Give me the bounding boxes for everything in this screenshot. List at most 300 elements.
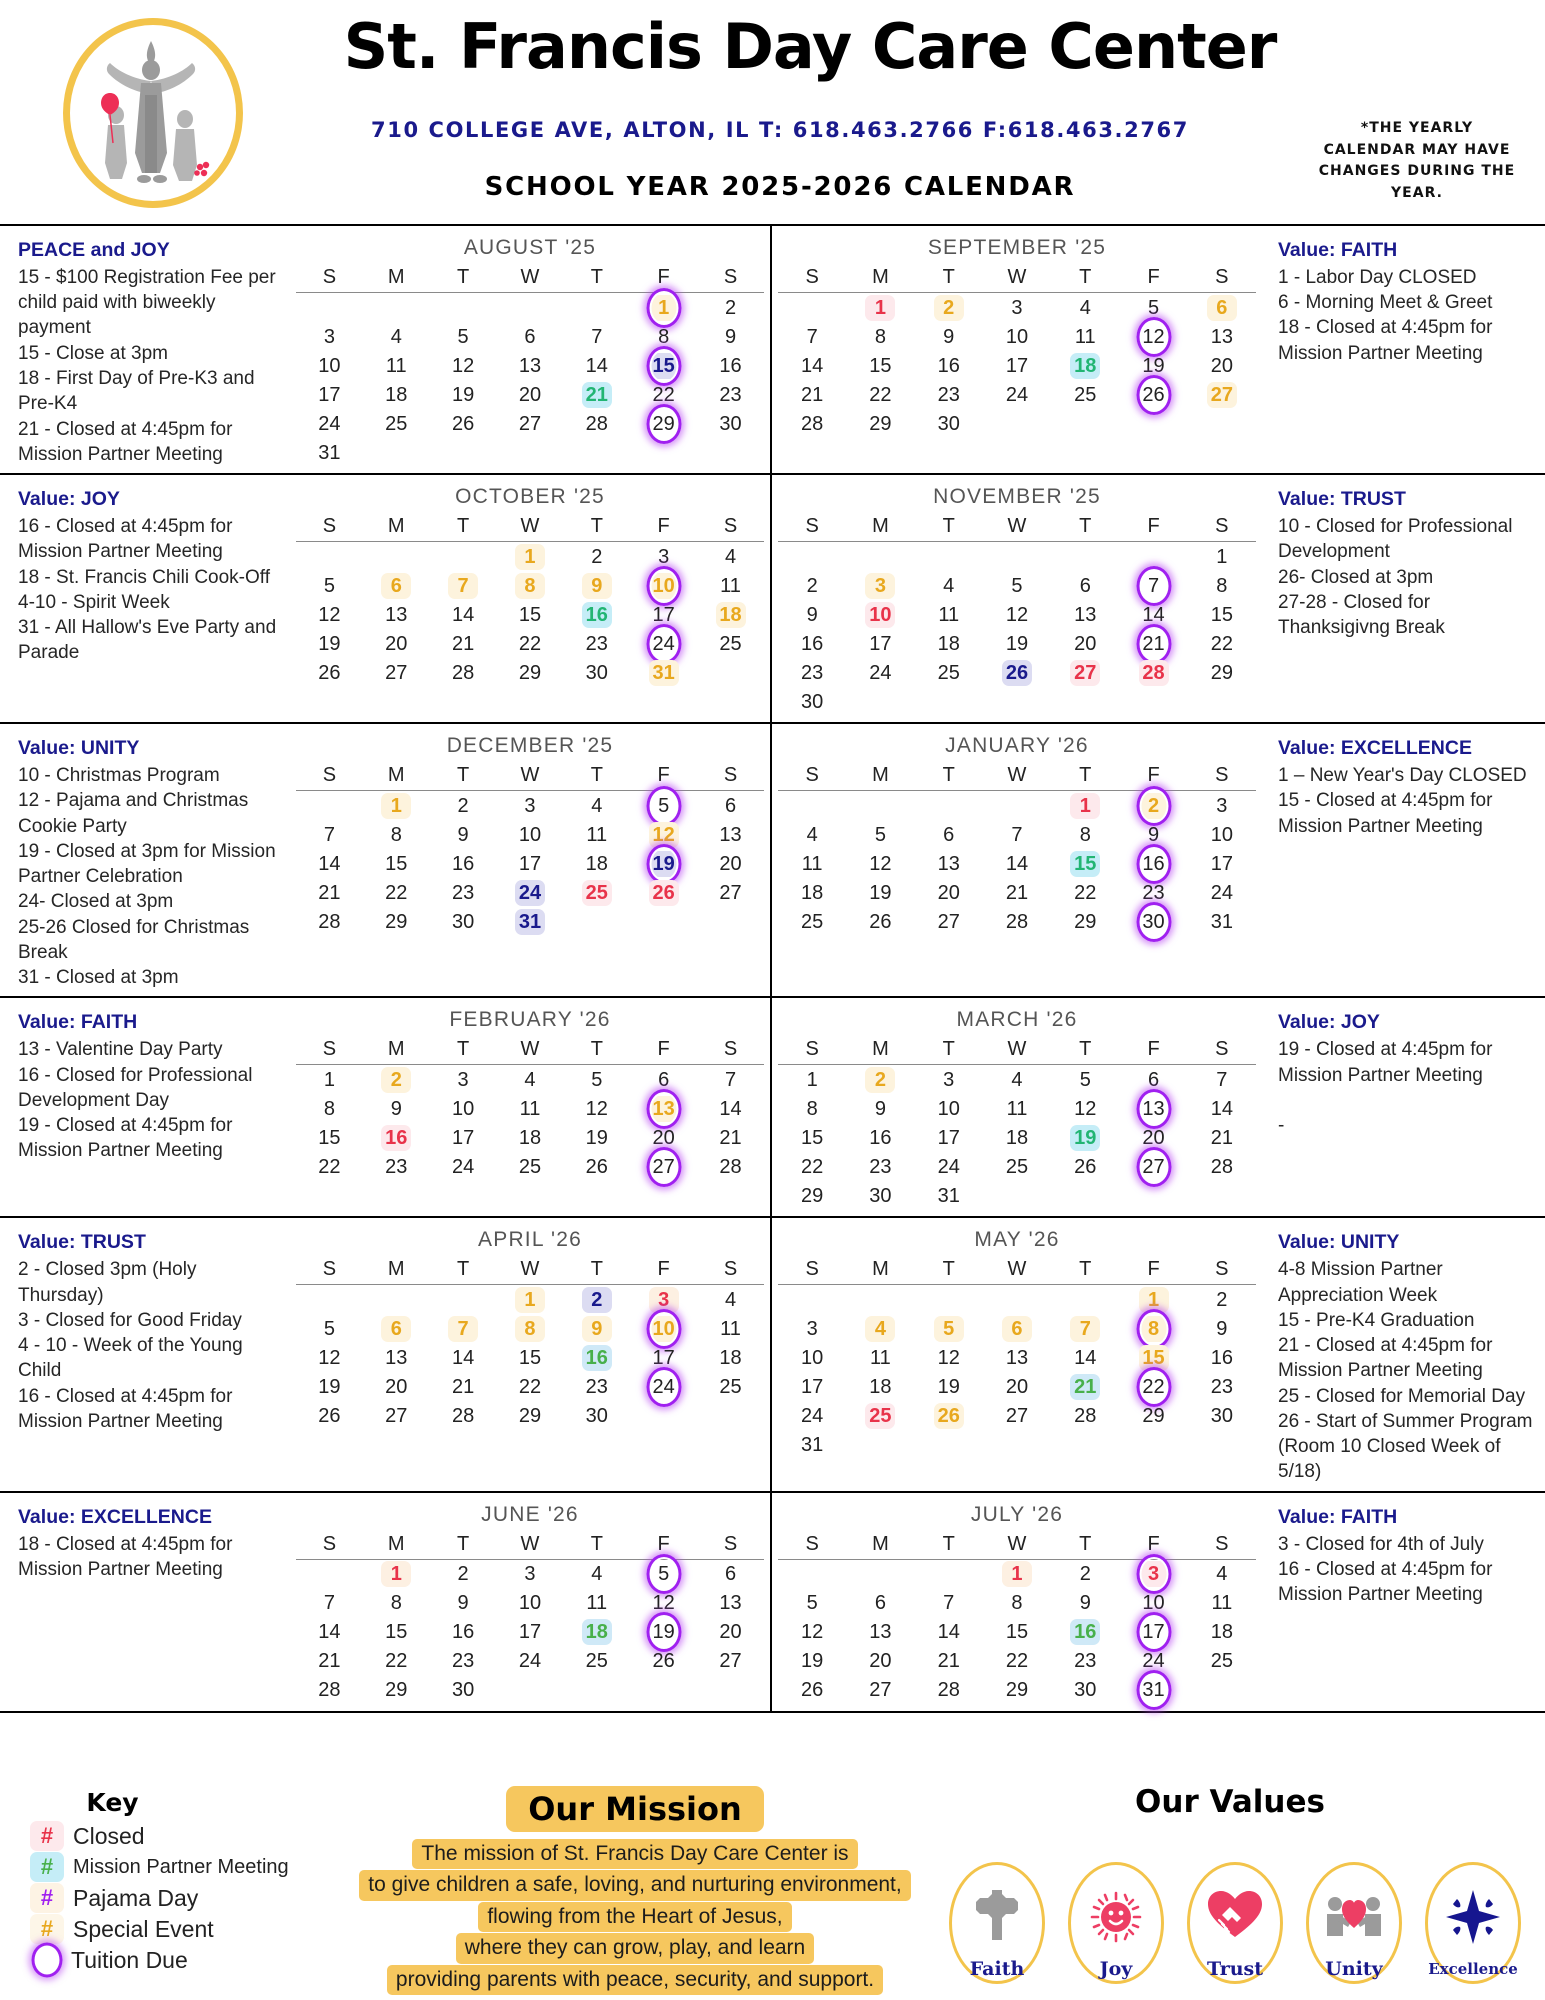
day-cell[interactable]: [1051, 1401, 1119, 1430]
day-cell[interactable]: [983, 1065, 1051, 1095]
day-cell[interactable]: [563, 1094, 630, 1123]
day-cell[interactable]: [563, 1123, 630, 1152]
day-cell[interactable]: [497, 1618, 564, 1647]
day-cell[interactable]: [1188, 849, 1256, 878]
day-cell[interactable]: [296, 820, 363, 849]
day-cell[interactable]: [846, 293, 914, 323]
day-cell[interactable]: [915, 1647, 983, 1676]
day-cell[interactable]: [1188, 380, 1256, 409]
day-cell[interactable]: [778, 1314, 846, 1343]
day-cell[interactable]: [778, 1430, 846, 1459]
day-cell[interactable]: [430, 322, 497, 351]
day-cell[interactable]: [846, 1589, 914, 1618]
day-cell[interactable]: [915, 1676, 983, 1705]
day-cell[interactable]: [778, 1065, 846, 1095]
day-cell[interactable]: [563, 849, 630, 878]
day-cell[interactable]: [915, 409, 983, 438]
day-cell[interactable]: [296, 1314, 363, 1343]
day-cell[interactable]: [430, 1314, 497, 1343]
day-cell[interactable]: [296, 658, 363, 687]
day-cell[interactable]: [846, 1343, 914, 1372]
day-cell[interactable]: [563, 878, 630, 907]
day-cell[interactable]: [915, 1343, 983, 1372]
day-cell[interactable]: [697, 380, 764, 409]
day-cell[interactable]: [697, 1094, 764, 1123]
day-cell[interactable]: [630, 820, 697, 849]
day-cell[interactable]: [697, 1647, 764, 1676]
day-cell[interactable]: [778, 820, 846, 849]
day-cell[interactable]: [983, 878, 1051, 907]
day-cell[interactable]: [563, 1343, 630, 1372]
day-cell[interactable]: [497, 907, 564, 936]
day-cell[interactable]: [915, 293, 983, 323]
day-cell[interactable]: [630, 1559, 697, 1589]
day-cell[interactable]: [697, 1285, 764, 1315]
day-cell[interactable]: [983, 1618, 1051, 1647]
day-cell[interactable]: [915, 849, 983, 878]
day-cell[interactable]: [915, 1372, 983, 1401]
day-cell[interactable]: [983, 1676, 1051, 1705]
day-cell[interactable]: [1051, 878, 1119, 907]
day-cell[interactable]: [1188, 1647, 1256, 1676]
day-cell[interactable]: [1051, 907, 1119, 936]
day-cell[interactable]: [1119, 1314, 1187, 1343]
day-cell[interactable]: [983, 1314, 1051, 1343]
day-cell[interactable]: [296, 1123, 363, 1152]
day-cell[interactable]: [1119, 878, 1187, 907]
day-cell[interactable]: [1188, 820, 1256, 849]
day-cell[interactable]: [1119, 820, 1187, 849]
day-cell[interactable]: [430, 1647, 497, 1676]
day-cell[interactable]: [497, 1123, 564, 1152]
day-cell[interactable]: [697, 849, 764, 878]
day-cell[interactable]: [1119, 293, 1187, 323]
day-cell[interactable]: [430, 629, 497, 658]
day-cell[interactable]: [915, 571, 983, 600]
day-cell[interactable]: [630, 1123, 697, 1152]
day-cell[interactable]: [296, 1065, 363, 1095]
day-cell[interactable]: [1051, 658, 1119, 687]
day-cell[interactable]: [1119, 380, 1187, 409]
day-cell[interactable]: [363, 571, 430, 600]
day-cell[interactable]: [630, 849, 697, 878]
day-cell[interactable]: [363, 351, 430, 380]
day-cell[interactable]: [697, 1152, 764, 1181]
day-cell[interactable]: [363, 907, 430, 936]
day-cell[interactable]: [630, 600, 697, 629]
day-cell[interactable]: [497, 1152, 564, 1181]
day-cell[interactable]: [430, 907, 497, 936]
day-cell[interactable]: [363, 849, 430, 878]
day-cell[interactable]: [983, 1559, 1051, 1589]
day-cell[interactable]: [296, 351, 363, 380]
day-cell[interactable]: [363, 1343, 430, 1372]
day-cell[interactable]: [983, 1152, 1051, 1181]
day-cell[interactable]: [846, 600, 914, 629]
day-cell[interactable]: [563, 1559, 630, 1589]
day-cell[interactable]: [1119, 1618, 1187, 1647]
day-cell[interactable]: [630, 542, 697, 572]
day-cell[interactable]: [296, 322, 363, 351]
day-cell[interactable]: [1188, 1094, 1256, 1123]
day-cell[interactable]: [497, 629, 564, 658]
day-cell[interactable]: [497, 878, 564, 907]
day-cell[interactable]: [1119, 629, 1187, 658]
day-cell[interactable]: [563, 658, 630, 687]
day-cell[interactable]: [1188, 629, 1256, 658]
day-cell[interactable]: [296, 629, 363, 658]
day-cell[interactable]: [778, 878, 846, 907]
day-cell[interactable]: [1119, 600, 1187, 629]
day-cell[interactable]: [497, 409, 564, 438]
day-cell[interactable]: [915, 658, 983, 687]
day-cell[interactable]: [846, 878, 914, 907]
day-cell[interactable]: [697, 629, 764, 658]
day-cell[interactable]: [1188, 293, 1256, 323]
day-cell[interactable]: [363, 1401, 430, 1430]
day-cell[interactable]: [778, 409, 846, 438]
day-cell[interactable]: [430, 571, 497, 600]
day-cell[interactable]: [363, 791, 430, 821]
day-cell[interactable]: [497, 791, 564, 821]
day-cell[interactable]: [296, 878, 363, 907]
day-cell[interactable]: [846, 571, 914, 600]
day-cell[interactable]: [846, 1647, 914, 1676]
day-cell[interactable]: [430, 1123, 497, 1152]
day-cell[interactable]: [563, 1152, 630, 1181]
day-cell[interactable]: [630, 1372, 697, 1401]
day-cell[interactable]: [1119, 1152, 1187, 1181]
day-cell[interactable]: [1119, 322, 1187, 351]
day-cell[interactable]: [778, 1123, 846, 1152]
day-cell[interactable]: [915, 1314, 983, 1343]
day-cell[interactable]: [296, 380, 363, 409]
day-cell[interactable]: [1188, 1372, 1256, 1401]
day-cell[interactable]: [630, 1647, 697, 1676]
day-cell[interactable]: [778, 1094, 846, 1123]
day-cell[interactable]: [1119, 1094, 1187, 1123]
day-cell[interactable]: [697, 1314, 764, 1343]
day-cell[interactable]: [697, 1618, 764, 1647]
day-cell[interactable]: [630, 1343, 697, 1372]
day-cell[interactable]: [1119, 1065, 1187, 1095]
day-cell[interactable]: [430, 1065, 497, 1095]
day-cell[interactable]: [497, 1343, 564, 1372]
day-cell[interactable]: [697, 1559, 764, 1589]
day-cell[interactable]: [296, 1401, 363, 1430]
day-cell[interactable]: [497, 1094, 564, 1123]
day-cell[interactable]: [983, 820, 1051, 849]
day-cell[interactable]: [296, 1647, 363, 1676]
day-cell[interactable]: [563, 1285, 630, 1315]
day-cell[interactable]: [983, 322, 1051, 351]
day-cell[interactable]: [430, 1401, 497, 1430]
day-cell[interactable]: [697, 293, 764, 323]
day-cell[interactable]: [1051, 1094, 1119, 1123]
day-cell[interactable]: [430, 878, 497, 907]
day-cell[interactable]: [563, 571, 630, 600]
day-cell[interactable]: [915, 1589, 983, 1618]
day-cell[interactable]: [497, 1589, 564, 1618]
day-cell[interactable]: [563, 629, 630, 658]
day-cell[interactable]: [915, 1065, 983, 1095]
day-cell[interactable]: [363, 1314, 430, 1343]
day-cell[interactable]: [1188, 1559, 1256, 1589]
day-cell[interactable]: [915, 380, 983, 409]
day-cell[interactable]: [430, 600, 497, 629]
day-cell[interactable]: [1119, 849, 1187, 878]
day-cell[interactable]: [430, 1559, 497, 1589]
day-cell[interactable]: [846, 1676, 914, 1705]
day-cell[interactable]: [563, 409, 630, 438]
day-cell[interactable]: [430, 1618, 497, 1647]
day-cell[interactable]: [497, 600, 564, 629]
day-cell[interactable]: [1051, 1372, 1119, 1401]
day-cell[interactable]: [296, 409, 363, 438]
day-cell[interactable]: [778, 1181, 846, 1210]
day-cell[interactable]: [915, 629, 983, 658]
day-cell[interactable]: [915, 1618, 983, 1647]
day-cell[interactable]: [1119, 351, 1187, 380]
day-cell[interactable]: [363, 322, 430, 351]
day-cell[interactable]: [1188, 1401, 1256, 1430]
day-cell[interactable]: [846, 1123, 914, 1152]
day-cell[interactable]: [697, 1589, 764, 1618]
day-cell[interactable]: [563, 322, 630, 351]
day-cell[interactable]: [1119, 1123, 1187, 1152]
day-cell[interactable]: [697, 1372, 764, 1401]
day-cell[interactable]: [1119, 1343, 1187, 1372]
day-cell[interactable]: [778, 1343, 846, 1372]
day-cell[interactable]: [778, 1372, 846, 1401]
day-cell[interactable]: [630, 351, 697, 380]
day-cell[interactable]: [846, 849, 914, 878]
day-cell[interactable]: [363, 1065, 430, 1095]
day-cell[interactable]: [363, 1372, 430, 1401]
day-cell[interactable]: [778, 1589, 846, 1618]
day-cell[interactable]: [630, 322, 697, 351]
day-cell[interactable]: [1051, 600, 1119, 629]
day-cell[interactable]: [563, 820, 630, 849]
day-cell[interactable]: [1051, 1559, 1119, 1589]
day-cell[interactable]: [563, 1401, 630, 1430]
day-cell[interactable]: [778, 1618, 846, 1647]
day-cell[interactable]: [296, 1152, 363, 1181]
day-cell[interactable]: [915, 907, 983, 936]
day-cell[interactable]: [778, 1401, 846, 1430]
day-cell[interactable]: [1119, 791, 1187, 821]
day-cell[interactable]: [1051, 293, 1119, 323]
day-cell[interactable]: [1119, 1285, 1187, 1315]
day-cell[interactable]: [846, 658, 914, 687]
day-cell[interactable]: [1051, 1343, 1119, 1372]
day-cell[interactable]: [563, 791, 630, 821]
day-cell[interactable]: [430, 409, 497, 438]
day-cell[interactable]: [697, 351, 764, 380]
day-cell[interactable]: [1119, 1372, 1187, 1401]
day-cell[interactable]: [296, 1372, 363, 1401]
day-cell[interactable]: [697, 1343, 764, 1372]
day-cell[interactable]: [846, 629, 914, 658]
day-cell[interactable]: [430, 1343, 497, 1372]
day-cell[interactable]: [983, 571, 1051, 600]
day-cell[interactable]: [1188, 600, 1256, 629]
day-cell[interactable]: [363, 820, 430, 849]
day-cell[interactable]: [497, 1372, 564, 1401]
day-cell[interactable]: [1188, 1152, 1256, 1181]
day-cell[interactable]: [1051, 1065, 1119, 1095]
day-cell[interactable]: [1188, 322, 1256, 351]
day-cell[interactable]: [1188, 542, 1256, 572]
day-cell[interactable]: [296, 1343, 363, 1372]
day-cell[interactable]: [630, 658, 697, 687]
day-cell[interactable]: [1188, 1589, 1256, 1618]
day-cell[interactable]: [363, 409, 430, 438]
day-cell[interactable]: [563, 1647, 630, 1676]
day-cell[interactable]: [497, 1285, 564, 1315]
day-cell[interactable]: [497, 820, 564, 849]
day-cell[interactable]: [363, 1123, 430, 1152]
day-cell[interactable]: [778, 1676, 846, 1705]
day-cell[interactable]: [983, 1343, 1051, 1372]
day-cell[interactable]: [983, 351, 1051, 380]
day-cell[interactable]: [1119, 1589, 1187, 1618]
day-cell[interactable]: [983, 1401, 1051, 1430]
day-cell[interactable]: [630, 791, 697, 821]
day-cell[interactable]: [430, 1152, 497, 1181]
day-cell[interactable]: [430, 791, 497, 821]
day-cell[interactable]: [983, 1094, 1051, 1123]
day-cell[interactable]: [563, 380, 630, 409]
day-cell[interactable]: [1119, 1676, 1187, 1705]
day-cell[interactable]: [430, 351, 497, 380]
day-cell[interactable]: [430, 1372, 497, 1401]
day-cell[interactable]: [630, 1285, 697, 1315]
day-cell[interactable]: [983, 380, 1051, 409]
day-cell[interactable]: [563, 1372, 630, 1401]
day-cell[interactable]: [363, 1647, 430, 1676]
day-cell[interactable]: [1188, 1343, 1256, 1372]
day-cell[interactable]: [915, 1094, 983, 1123]
day-cell[interactable]: [983, 1647, 1051, 1676]
day-cell[interactable]: [430, 658, 497, 687]
day-cell[interactable]: [1051, 1152, 1119, 1181]
day-cell[interactable]: [1188, 1123, 1256, 1152]
day-cell[interactable]: [363, 629, 430, 658]
day-cell[interactable]: [697, 322, 764, 351]
day-cell[interactable]: [778, 322, 846, 351]
day-cell[interactable]: [846, 1152, 914, 1181]
day-cell[interactable]: [1051, 849, 1119, 878]
day-cell[interactable]: [563, 1065, 630, 1095]
day-cell[interactable]: [1119, 1401, 1187, 1430]
day-cell[interactable]: [1119, 1559, 1187, 1589]
day-cell[interactable]: [363, 1676, 430, 1705]
day-cell[interactable]: [846, 322, 914, 351]
day-cell[interactable]: [630, 878, 697, 907]
day-cell[interactable]: [1119, 571, 1187, 600]
day-cell[interactable]: [983, 293, 1051, 323]
day-cell[interactable]: [1188, 907, 1256, 936]
day-cell[interactable]: [846, 907, 914, 936]
day-cell[interactable]: [778, 849, 846, 878]
day-cell[interactable]: [846, 351, 914, 380]
day-cell[interactable]: [1188, 351, 1256, 380]
day-cell[interactable]: [497, 849, 564, 878]
day-cell[interactable]: [363, 1559, 430, 1589]
day-cell[interactable]: [846, 1094, 914, 1123]
day-cell[interactable]: [296, 1094, 363, 1123]
day-cell[interactable]: [983, 1123, 1051, 1152]
day-cell[interactable]: [1119, 658, 1187, 687]
day-cell[interactable]: [1051, 1123, 1119, 1152]
day-cell[interactable]: [1188, 791, 1256, 821]
day-cell[interactable]: [846, 1181, 914, 1210]
day-cell[interactable]: [1051, 1314, 1119, 1343]
day-cell[interactable]: [1051, 791, 1119, 821]
day-cell[interactable]: [915, 1123, 983, 1152]
day-cell[interactable]: [915, 1181, 983, 1210]
day-cell[interactable]: [296, 571, 363, 600]
day-cell[interactable]: [697, 542, 764, 572]
day-cell[interactable]: [296, 849, 363, 878]
day-cell[interactable]: [563, 351, 630, 380]
day-cell[interactable]: [1051, 1676, 1119, 1705]
day-cell[interactable]: [1188, 1618, 1256, 1647]
day-cell[interactable]: [630, 380, 697, 409]
day-cell[interactable]: [697, 1065, 764, 1095]
day-cell[interactable]: [363, 1094, 430, 1123]
day-cell[interactable]: [1051, 1647, 1119, 1676]
day-cell[interactable]: [497, 571, 564, 600]
day-cell[interactable]: [778, 571, 846, 600]
day-cell[interactable]: [778, 1152, 846, 1181]
day-cell[interactable]: [430, 1676, 497, 1705]
day-cell[interactable]: [697, 600, 764, 629]
day-cell[interactable]: [563, 1618, 630, 1647]
day-cell[interactable]: [630, 629, 697, 658]
day-cell[interactable]: [630, 293, 697, 323]
day-cell[interactable]: [363, 1589, 430, 1618]
day-cell[interactable]: [983, 600, 1051, 629]
day-cell[interactable]: [296, 1676, 363, 1705]
day-cell[interactable]: [630, 1094, 697, 1123]
day-cell[interactable]: [430, 1094, 497, 1123]
day-cell[interactable]: [630, 571, 697, 600]
day-cell[interactable]: [697, 820, 764, 849]
day-cell[interactable]: [296, 907, 363, 936]
day-cell[interactable]: [846, 820, 914, 849]
day-cell[interactable]: [563, 600, 630, 629]
day-cell[interactable]: [296, 1618, 363, 1647]
day-cell[interactable]: [296, 600, 363, 629]
day-cell[interactable]: [363, 380, 430, 409]
day-cell[interactable]: [497, 1314, 564, 1343]
day-cell[interactable]: [846, 409, 914, 438]
day-cell[interactable]: [1119, 907, 1187, 936]
day-cell[interactable]: [915, 322, 983, 351]
day-cell[interactable]: [846, 380, 914, 409]
day-cell[interactable]: [430, 849, 497, 878]
day-cell[interactable]: [697, 571, 764, 600]
day-cell[interactable]: [497, 658, 564, 687]
day-cell[interactable]: [846, 1065, 914, 1095]
day-cell[interactable]: [430, 820, 497, 849]
day-cell[interactable]: [563, 542, 630, 572]
day-cell[interactable]: [296, 1589, 363, 1618]
day-cell[interactable]: [778, 351, 846, 380]
day-cell[interactable]: [630, 1314, 697, 1343]
